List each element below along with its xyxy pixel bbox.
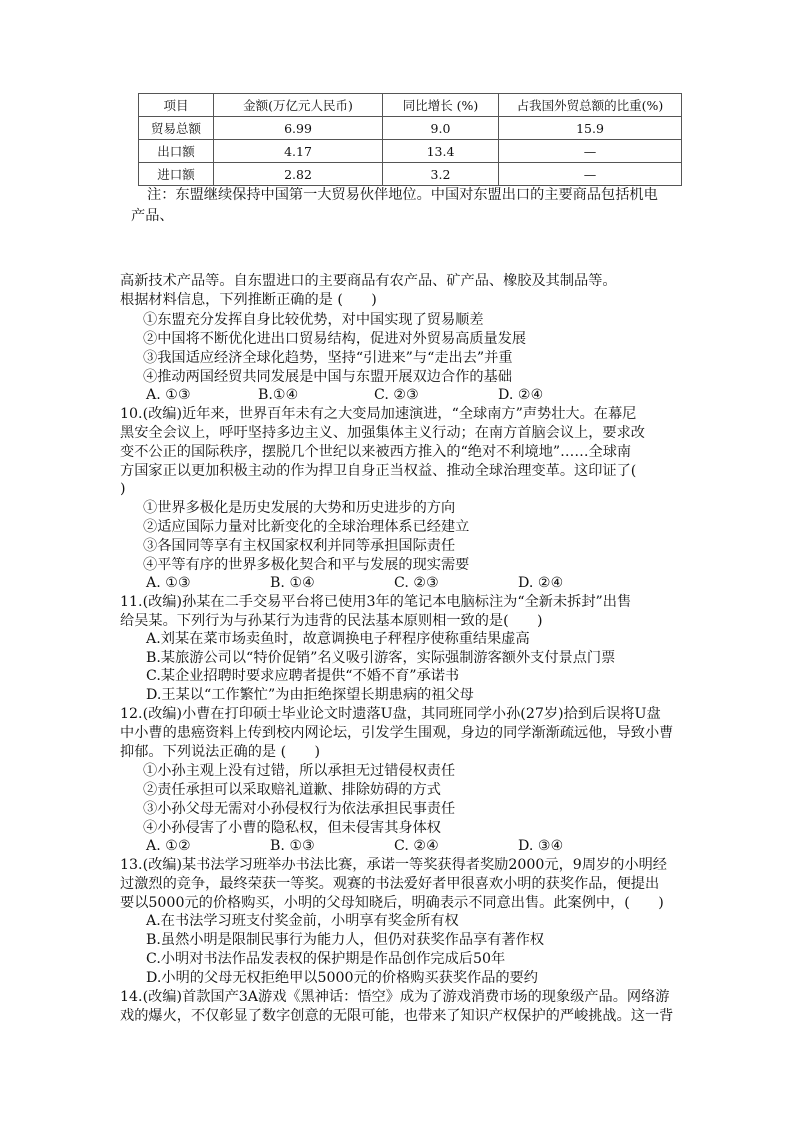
q11-option-d[interactable]: D.王某以“工作繁忙”为由拒绝探望长期患病的祖父母 [146,687,474,703]
q12-item: ①小孙主观上没有过错，所以承担无过错侵权责任 [143,763,456,779]
q12-item: ④小孙侵害了小曹的隐私权，但未侵害其身体权 [143,820,441,836]
q12-stem-line: 12.(改编)小曹在打印硕士毕业论文时遗落U盘，其同班同学小孙(27岁)拾到后误将U盘 [120,706,661,722]
q11-stem-line: 11.(改编)孙某在二手交易平台将已使用3年的笔记本电脑标注为“全新未拆封”出售 [120,594,632,610]
q10-option-a[interactable]: A. ①③ [146,575,191,591]
q10-stem-line: 方国家正以更加积极主动的作为捍卫自身正当权益、推动全球治理变革。这印证了( [120,463,637,479]
q13-option-b[interactable]: B.虽然小明是限制民事行为能力人，但仍对获奖作品享有著作权 [146,932,545,948]
table-row [139,117,682,140]
q10-item: ①世界多极化是历史发展的大势和历史进步的方向 [143,500,456,516]
table-row [139,140,682,163]
q9-item: ④推动两国经贸共同发展是中国与东盟开展双边合作的基础 [143,369,512,385]
q11-stem-line: 给吴某。下列行为与孙某行为违背的民法基本原则相一致的是( ) [120,613,543,629]
q9-option-b[interactable]: B.①④ [258,387,299,403]
table-cell: 出口额 [139,140,214,163]
q12-item: ③小孙父母无需对小孙侵权行为依法承担民事责任 [143,801,456,817]
q13-stem-line: 要以5000元的价格购买，小明的父母知晓后，明确表示不同意出售。此案例中，( ) [120,895,664,911]
q12-option-b[interactable]: B. ①③ [270,838,315,854]
table-header-cell: 同比增长 (%) [383,94,499,117]
q9-option-a[interactable]: A. ①③ [146,387,191,403]
table-note: 注：东盟继续保持中国第一大贸易伙伴地位。中国对东盟出口的主要商品包括机电 [147,187,658,203]
q11-option-b[interactable]: B.某旅游公司以“特价促销”名义吸引游客，实际强制游客额外支付景点门票 [146,650,616,666]
q10-item: ③各国同等享有主权国家权利并同等承担国际责任 [143,538,456,554]
table-cell: 9.0 [383,117,499,140]
table-cell: 4.17 [214,140,383,163]
q12-stem-line: 抑郁。下列说法正确的是 ( ) [120,744,321,760]
q13-stem-line: 过激烈的竞争，最终荣获一等奖。观赛的书法爱好者甲很喜欢小明的获奖作品，便提出 [120,876,660,892]
q10-option-b[interactable]: B. ①④ [270,575,315,591]
table-cell: 贸易总额 [139,117,214,140]
table-header-cell: 金额(万亿元人民币) [214,94,383,117]
table-header-row [139,94,682,117]
q11-option-c[interactable]: C.某企业招聘时要求应聘者提供“不婚不育”承诺书 [146,668,460,684]
table-cell: 进口额 [139,163,214,186]
q9-item: ②中国将不断优化进出口贸易结构，促进对外贸易高质量发展 [143,331,527,347]
table-cell: 3.2 [383,163,499,186]
q14-stem-line: 戏的爆火，不仅彰显了数字创意的无限可能，也带来了知识产权保护的严峻挑战。这一背 [120,1008,674,1024]
q10-stem-line: 黑安全会议上，呼吁坚持多边主义、加强集体主义行动；在南方首脑会议上，要求改 [120,425,645,441]
q11-option-a[interactable]: A.刘某在菜市场卖鱼时，故意调换电子秤程序使称重结果虚高 [146,631,530,647]
q10-stem-line: 10.(改编)近年来，世界百年未有之大变局加速演进，“全球南方”声势壮大。在幕尼 [120,406,637,422]
q10-option-c[interactable]: C. ②③ [394,575,439,591]
q12-option-c[interactable]: C. ②④ [394,838,439,854]
q10-item: ④平等有序的世界多极化契合和平与发展的现实需要 [143,557,470,573]
table-cell: — [499,140,682,163]
q10-option-d[interactable]: D. ②④ [518,575,564,591]
table-header-cell: 占我国外贸总额的比重(%) [499,94,682,117]
table-cell: 6.99 [214,117,383,140]
q9-option-d[interactable]: D. ②④ [498,387,544,403]
table-cell: 15.9 [499,117,682,140]
q10-options [146,574,563,593]
q9-stem: 根据材料信息，下列推断正确的是 ( ) [120,292,377,308]
q13-stem-line: 13.(改编)某书法学习班举办书法比赛，承诺一等奖获得者奖励2000元，9周岁的小明经 [120,857,667,873]
q12-item: ②责任承担可以采取赔礼道歉、排除妨碍的方式 [143,782,441,798]
q9-option-c[interactable]: C. ②③ [374,387,419,403]
table-row [139,163,682,186]
table-note-continued: 产品、 [131,208,174,224]
material-text: 高新技术产品等。自东盟进口的主要商品有农产品、矿产品、橡胶及其制品等。 [120,273,617,289]
table-cell: 2.82 [214,163,383,186]
q14-stem-line: 14.(改编)首款国产3A游戏《黑神话：悟空》成为了游戏消费市场的现象级产品。网络游 [120,989,670,1005]
q9-options [146,386,543,405]
q10-item: ②适应国际力量对比新变化的全球治理体系已经建立 [143,519,470,535]
table-cell: — [499,163,682,186]
trade-data-table [138,93,682,186]
q13-option-a[interactable]: A.在书法学习班支付奖金前，小明享有奖金所有权 [146,913,459,929]
q13-option-d[interactable]: D.小明的父母无权拒绝甲以5000元的价格购买获奖作品的要约 [146,970,538,986]
q12-option-d[interactable]: D. ③④ [518,838,564,854]
table-header-cell: 项目 [139,94,214,117]
q9-item: ③我国适应经济全球化趋势，坚持“引进来”与“走出去”并重 [143,350,513,366]
q9-item: ①东盟充分发挥自身比较优势，对中国实现了贸易顺差 [143,312,484,328]
q10-stem-line: 变不公正的国际秩序，摆脱几个世纪以来被西方推入的“绝对不利境地”……全球南 [120,444,632,460]
q10-stem-line: ) [120,481,126,497]
q13-option-c[interactable]: C.小明对书法作品发表权的保护期是作品创作完成后50年 [146,951,506,967]
table-cell: 13.4 [383,140,499,163]
q12-stem-line: 中小曹的患癌资料上传到校内网论坛，引发学生围观，身边的同学渐渐疏远他，导致小曹 [120,725,674,741]
q12-option-a[interactable]: A. ①② [146,838,191,854]
q12-options [146,837,563,856]
